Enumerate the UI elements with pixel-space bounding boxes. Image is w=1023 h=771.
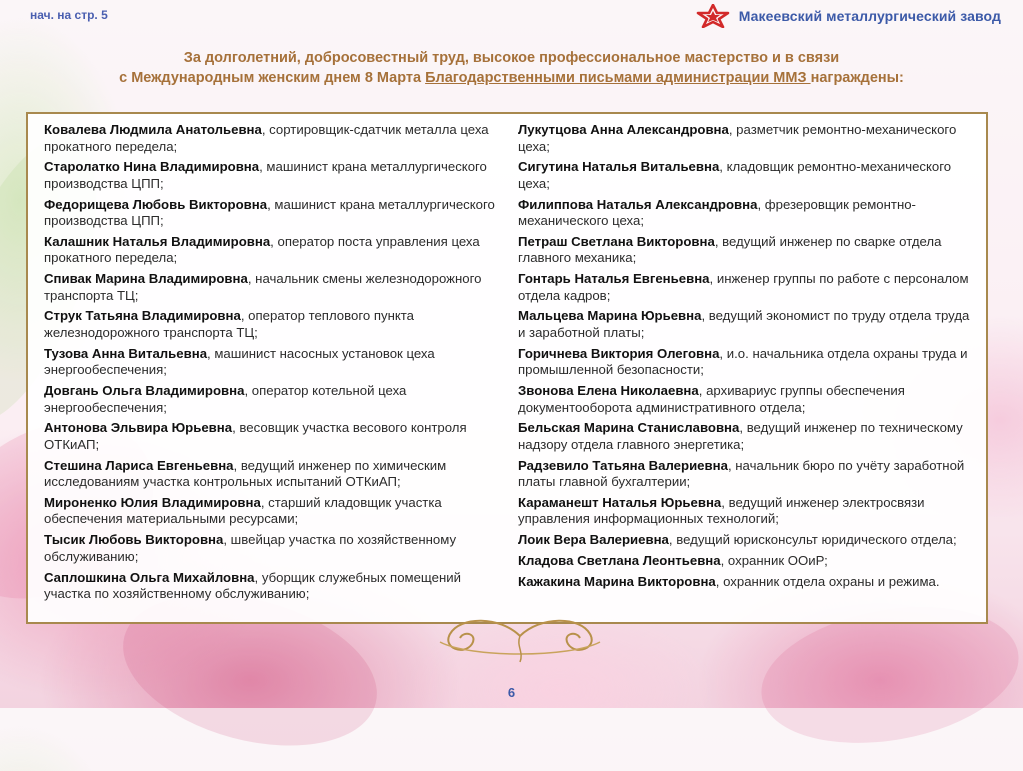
awardee-entry xyxy=(44,308,496,341)
awardee-position: , охранник ООиР; xyxy=(720,553,828,569)
awardee-name: Антонова Эльвира Юрьевна xyxy=(44,420,233,436)
awardee-position: , начальник смены железнодорожного транспорта ТЦ; xyxy=(44,271,482,303)
page-number: 6 xyxy=(507,685,516,700)
awardee-entry xyxy=(44,458,496,491)
awardee-position: , и.о. начальника отдела охраны труда и промышленной безопасности; xyxy=(518,345,968,378)
awardee-name: Лукутцова Анна Александровна xyxy=(518,122,729,137)
heading-line-1: За долголетний, добросовестный труд, высокое профессиональное мастерство и в связи xyxy=(183,50,840,66)
awardee-entry xyxy=(518,532,970,549)
awardee-position: , ведущий инженер электросвязи управления информационных технологий; xyxy=(518,494,925,527)
awardee-name: Федорищева Любовь Викторовна xyxy=(44,196,268,212)
heading-line-2-start: с Международным женским днем 8 Марта xyxy=(119,70,426,86)
awardee-name: Гонтарь Наталья Евгеньевна xyxy=(518,271,710,287)
awardee-entry xyxy=(44,346,496,379)
awardee-entry xyxy=(518,308,970,341)
awardee-name: Спивак Марина Владимировна xyxy=(44,271,248,287)
awardee-position: , разметчик ремонтно-механического цеха; xyxy=(518,122,957,154)
awardee-position: , охранник отдела охраны и режима. xyxy=(715,573,940,589)
awardee-entry xyxy=(44,495,496,528)
page-heading xyxy=(30,48,993,88)
awardee-position: , кладовщик ремонтно-механического цеха; xyxy=(518,159,952,191)
awardee-entry xyxy=(44,122,496,155)
awardee-position: , начальник бюро по учёту заработной платы главной бухгалтерии; xyxy=(518,457,965,490)
awardee-entry xyxy=(518,495,970,528)
awardee-position: , машинист насосных установок цеха энергообеспечения; xyxy=(44,345,435,378)
awardee-name: Мироненко Юлия Владимировна xyxy=(44,494,261,510)
awardee-position: , машинист крана металлургического производства ЦПП; xyxy=(44,159,487,191)
awardee-entry xyxy=(518,458,970,491)
awardee-position: , оператор котельной цеха энергообеспечения; xyxy=(44,383,407,415)
awardee-entry xyxy=(518,122,970,155)
awardee-position: , ведущий инженер по техническому надзору отдела главного энергетика; xyxy=(518,420,963,452)
awardee-name: Караманешт Наталья Юрьевна xyxy=(518,494,722,510)
heading-line-2 xyxy=(30,68,993,88)
mmz-star-logo-icon xyxy=(695,4,731,28)
awardee-position: , сортировщик-сдатчик металла цеха прокатного передела; xyxy=(44,122,489,154)
awardees-right-column xyxy=(518,122,970,595)
awardee-entry xyxy=(518,346,970,379)
awardee-name: Радзевило Татьяна Валериевна xyxy=(518,457,728,473)
awardee-position: , ведущий экономист по труду отдела труда и заработной платы; xyxy=(518,308,970,340)
awardee-name: Струк Татьяна Владимировна xyxy=(44,308,241,324)
awardee-name: Сигутина Наталья Витальевна xyxy=(518,159,720,175)
awardee-position: , архивариус группы обеспечения документооборота административного отдела; xyxy=(518,383,905,415)
awardee-name: Саплошкина Ольга Михайловна xyxy=(44,569,255,585)
awardee-position: , оператор теплового пункта железнодорожного транспорта ТЦ; xyxy=(44,308,414,340)
brand-name: Макеевский металлургический завод xyxy=(738,8,1001,24)
awardee-entry xyxy=(44,234,496,267)
awardee-entry xyxy=(44,420,496,453)
awardee-entry xyxy=(44,271,496,304)
awardee-position: , фрезеровщик ремонтно-механического цеха; xyxy=(518,196,916,229)
awardee-entry xyxy=(44,383,496,416)
awardee-position: , ведущий юрисконсульт юридического отдела; xyxy=(668,532,957,548)
back-to-page-link[interactable]: нач. на стр. 5 xyxy=(30,8,108,22)
gold-swirl-ornament-icon xyxy=(420,606,620,678)
awardee-position: , весовщик участка весового контроля ОТКиАП; xyxy=(44,420,467,452)
awardee-position: , старший кладовщик участка обеспечения материальными ресурсами; xyxy=(44,494,442,527)
awardee-entry xyxy=(518,271,970,304)
awardee-position: , оператор поста управления цеха прокатного передела; xyxy=(44,233,480,266)
awardee-position: , инженер группы по работе с персоналом отдела кадров; xyxy=(518,271,969,303)
awardee-name: Мальцева Марина Юрьевна xyxy=(518,308,702,324)
awardees-left-column xyxy=(44,122,496,607)
awardee-name: Тысик Любовь Викторовна xyxy=(44,532,224,548)
awardee-position: , уборщик служебных помещений участка по хозяйственному обслуживанию; xyxy=(44,569,461,602)
awardee-position: , ведущий инженер по сварке отдела главного механика; xyxy=(518,233,942,266)
awardee-entry xyxy=(44,570,496,603)
awardee-name: Петраш Светлана Викторовна xyxy=(518,233,715,249)
awardee-entry xyxy=(44,159,496,192)
heading-line-2-end: награждены: xyxy=(810,70,904,86)
awardee-name: Филиппова Наталья Александровна xyxy=(518,196,758,212)
awardee-name: Довгань Ольга Владимировна xyxy=(44,383,245,399)
awardee-name: Звонова Елена Николаевна xyxy=(518,383,699,399)
awardee-name: Ковалева Людмила Анатольевна xyxy=(44,122,262,137)
heading-line-2-underlined: Благодарственными письмами администрации ММЗ xyxy=(425,70,811,86)
awardee-entry xyxy=(44,532,496,565)
awardee-position: , швейцар участка по хозяйственному обслуживанию; xyxy=(44,532,457,564)
awardee-name: Бельская Марина Станиславовна xyxy=(518,420,740,436)
brand-header xyxy=(695,4,1001,28)
awardee-entry xyxy=(518,197,970,230)
awardee-entry xyxy=(518,420,970,453)
awardee-name: Лоик Вера Валериевна xyxy=(518,532,669,548)
awardee-name: Калашник Наталья Владимировна xyxy=(44,233,271,249)
awardee-position: , машинист крана металлургического производства ЦПП; xyxy=(44,196,495,229)
awardees-panel xyxy=(26,112,988,624)
awardee-name: Старолатко Нина Владимировна xyxy=(44,159,260,175)
awardee-name: Кажакина Марина Викторовна xyxy=(518,573,716,589)
awardee-entry xyxy=(518,574,970,591)
awardee-entry xyxy=(518,159,970,192)
awardee-entry xyxy=(518,234,970,267)
awardee-entry xyxy=(518,553,970,570)
awardee-position: , ведущий инженер по химическим исследованиям участка контрольных испытаний ОТКиАП; xyxy=(44,457,447,490)
awardee-name: Горичнева Виктория Олеговна xyxy=(518,345,720,361)
awardee-name: Стешина Лариса Евгеньевна xyxy=(44,457,234,473)
awardee-name: Тузова Анна Витальевна xyxy=(44,345,208,361)
awardee-name: Кладова Светлана Леонтьевна xyxy=(518,553,721,569)
awardee-entry xyxy=(44,197,496,230)
awardee-entry xyxy=(518,383,970,416)
